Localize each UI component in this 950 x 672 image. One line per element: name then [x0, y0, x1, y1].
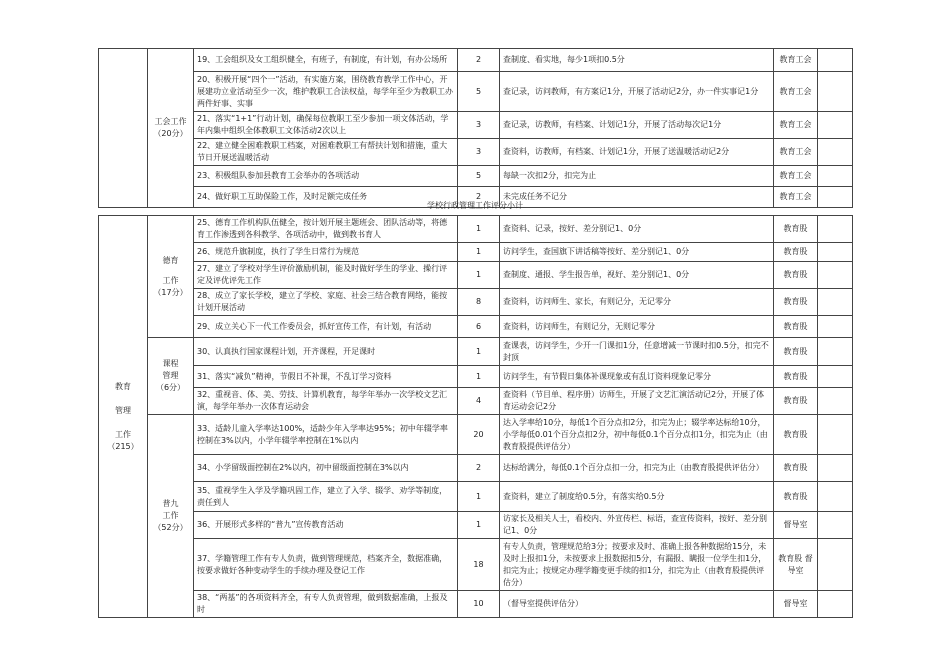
- blank-cell: [818, 289, 853, 316]
- standard-cell: 每缺一次扣2分，扣完为止: [500, 166, 774, 187]
- standard-cell: 查制度、看实地，每少1项扣0.5分: [500, 49, 774, 72]
- score-cell: 3: [458, 139, 500, 166]
- group-cell-moral: 德育 工作 （17分）: [148, 216, 194, 338]
- category-cell: 教育 管理 工作 （215）: [99, 216, 148, 618]
- standard-cell: 达标给满分，每低0.1个百分点扣一分，扣完为止（由教育股提供评估分）: [500, 455, 774, 482]
- union-work-table: [98, 48, 853, 208]
- blank-cell: [818, 482, 853, 512]
- table-row: [99, 72, 853, 112]
- table-row: [99, 243, 853, 262]
- dept-cell: 教育股: [774, 289, 818, 316]
- score-cell: 1: [458, 262, 500, 289]
- blank-cell: [818, 366, 853, 388]
- standard-cell: 未完成任务不记分: [500, 187, 774, 208]
- standard-cell: 访家长及相关人士，看校内、外宣传栏、标语，查宣传资料，按好、差分别记1、0分: [500, 512, 774, 539]
- item-cell: 26、规范升旗制度，执行了学生日常行为规范: [194, 243, 458, 262]
- item-cell: 34、小学留级面控制在2%以内，初中留级面控制在3%以内: [194, 455, 458, 482]
- blank-cell: [818, 166, 853, 187]
- item-cell: 24、做好职工互助保险工作，及时足额完成任务: [194, 187, 458, 208]
- dept-cell: 教育股 督导室: [774, 539, 818, 591]
- item-cell: 29、成立关心下一代工作委员会，抓好宣传工作，有计划，有活动: [194, 316, 458, 338]
- blank-cell: [818, 455, 853, 482]
- table-row: [99, 388, 853, 415]
- score-cell: 2: [458, 187, 500, 208]
- score-cell: 1: [458, 243, 500, 262]
- dept-cell: 教育工会: [774, 72, 818, 112]
- dept-cell: 教育股: [774, 415, 818, 455]
- item-cell: 25、德育工作机构队伍健全，按计划开展主题班会、团队活动等，将德育工作渗透到各科教学、各项活动中，做到教书育人: [194, 216, 458, 243]
- score-cell: 1: [458, 512, 500, 539]
- standard-cell: 查资料（节目单、程序册）访师生，开展了文艺汇演活动记2分，开展了体育运动会记2分: [500, 388, 774, 415]
- score-cell: 3: [458, 112, 500, 139]
- item-cell: 19、工会组织及女工组织健全，有班子，有制度，有计划，有办公场所: [194, 49, 458, 72]
- standard-cell: 有专人负责，管理规范给3分；按要求及时、准确上报各种数据给15分，未及时上报扣1分，未按要求上报数据扣5分，有漏报、瞒报一位学生扣1分，扣完为止；按规定办理学籍变更手续的扣1分，扣完为止（由教育股提供评估分）: [500, 539, 774, 591]
- item-cell: 32、重视音、体、美、劳技、计算机教育，每学年举办一次学校文艺汇演，每学年举办一次体育运动会: [194, 388, 458, 415]
- group-cell-curriculum: 课程 管理 （6分）: [148, 338, 194, 415]
- item-cell: 22、建立健全困难教职工档案，对困难教职工有帮扶计划和措施，重大节日开展送温暖活动: [194, 139, 458, 166]
- table-row: [99, 415, 853, 455]
- score-cell: 1: [458, 366, 500, 388]
- standard-cell: 访问学生，有节假日集体补课现象或有乱订资料现象记零分: [500, 366, 774, 388]
- item-cell: 27、建立了学校对学生评价激励机制，能及时做好学生的学业、操行评定及评优评先工作: [194, 262, 458, 289]
- table-row: [99, 482, 853, 512]
- dept-cell: 督导室: [774, 591, 818, 618]
- score-cell: 2: [458, 455, 500, 482]
- blank-cell: [818, 139, 853, 166]
- dept-cell: 教育工会: [774, 49, 818, 72]
- table-row: [99, 166, 853, 187]
- item-cell: 23、积极组队参加县教育工会举办的各项活动: [194, 166, 458, 187]
- standard-cell: 达入学率给10分，每低1个百分点扣2分，扣完为止；辍学率达标给10分，小学每低0.01个百分点扣2分，初中每低0.1个百分点扣1分，扣完为止（由教育股提供评估分）: [500, 415, 774, 455]
- score-cell: 6: [458, 316, 500, 338]
- standard-cell: 查资料，访问师生，有则记分，无则记零分: [500, 316, 774, 338]
- dept-cell: 教育股: [774, 338, 818, 366]
- category-cell: [99, 49, 148, 208]
- blank-cell: [818, 216, 853, 243]
- item-cell: 33、适龄儿童入学率达100%，适龄少年入学率达95%；初中年辍学率控制在3%以内，小学年辍学率控制在1%以内: [194, 415, 458, 455]
- item-cell: 30、认真执行国家课程计划，开齐课程，开足课时: [194, 338, 458, 366]
- blank-cell: [818, 243, 853, 262]
- table-row: [99, 512, 853, 539]
- blank-cell: [818, 512, 853, 539]
- standard-cell: 查资料，访教师，有档案、计划记1分，开展了送温暖活动记2分: [500, 139, 774, 166]
- item-cell: 31、落实“减负”精神，节假日不补课，不乱订学习资料: [194, 366, 458, 388]
- table-row: [99, 289, 853, 316]
- table-row: [99, 338, 853, 366]
- blank-cell: [818, 539, 853, 591]
- item-cell: 28、成立了家长学校，建立了学校、家庭、社会三结合教育网络，能按计划开展活动: [194, 289, 458, 316]
- dept-cell: 教育工会: [774, 112, 818, 139]
- score-cell: 2: [458, 49, 500, 72]
- score-cell: 8: [458, 289, 500, 316]
- table-row: [99, 49, 853, 72]
- dept-cell: 督导室: [774, 512, 818, 539]
- score-cell: 1: [458, 482, 500, 512]
- table-row: [99, 455, 853, 482]
- table-row: [99, 262, 853, 289]
- standard-cell: 查记录，访问教师，有方案记1分，开展了活动记2分，办一件实事记1分: [500, 72, 774, 112]
- item-cell: 38、“两基”的各项资料齐全，有专人负责管理，做到数据准确，上报及时: [194, 591, 458, 618]
- blank-cell: [818, 388, 853, 415]
- dept-cell: 教育股: [774, 216, 818, 243]
- dept-cell: 教育股: [774, 243, 818, 262]
- standard-cell: 查资料，访问师生、家长，有则记分，无记零分: [500, 289, 774, 316]
- blank-cell: [818, 72, 853, 112]
- score-cell: 5: [458, 72, 500, 112]
- item-cell: 35、重视学生入学及学籍巩固工作，建立了入学、辍学、劝学等制度，责任到人: [194, 482, 458, 512]
- blank-cell: [818, 338, 853, 366]
- standard-cell: 查资料、记录，按好、差分别记1、0分: [500, 216, 774, 243]
- table-row: [99, 316, 853, 338]
- table-row: [99, 539, 853, 591]
- subcategory-cell: 工会工作 （20分）: [148, 49, 194, 208]
- standard-cell: 查课表，访问学生，少开一门课扣1分，任意增减一节课时扣0.5分，扣完不封顶: [500, 338, 774, 366]
- standard-cell: （督导室提供评估分）: [500, 591, 774, 618]
- blank-cell: [818, 591, 853, 618]
- table-row: [99, 112, 853, 139]
- blank-cell: [818, 415, 853, 455]
- group-cell-nine-year: 普九 工作 （52分）: [148, 415, 194, 618]
- item-cell: 36、开展形式多样的“普九”宣传教育活动: [194, 512, 458, 539]
- item-cell: 21、落实“1+1”行动计划，确保每位教职工至少参加一项文体活动，学年内集中组织全体教职工文体活动2次以上: [194, 112, 458, 139]
- table-row: [99, 591, 853, 618]
- dept-cell: 教育工会: [774, 139, 818, 166]
- score-cell: 10: [458, 591, 500, 618]
- blank-cell: [818, 262, 853, 289]
- standard-cell: 访问学生，查国旗下讲话稿等按好、差分别记1、0分: [500, 243, 774, 262]
- dept-cell: 教育工会: [774, 187, 818, 208]
- blank-cell: [818, 112, 853, 139]
- dept-cell: 教育股: [774, 262, 818, 289]
- table-row: [99, 366, 853, 388]
- dept-cell: 教育股: [774, 366, 818, 388]
- score-cell: 4: [458, 388, 500, 415]
- score-cell: 1: [458, 216, 500, 243]
- blank-cell: [818, 49, 853, 72]
- blank-cell: [818, 316, 853, 338]
- item-cell: 37、学籍管理工作有专人负责，做到管理规范，档案齐全，数据准确，按要求做好各种变动学生的手续办理及登记工作: [194, 539, 458, 591]
- score-cell: 18: [458, 539, 500, 591]
- table-row: [99, 139, 853, 166]
- dept-cell: 教育股: [774, 388, 818, 415]
- score-cell: 1: [458, 338, 500, 366]
- dept-cell: 教育股: [774, 316, 818, 338]
- subtotal-label: 学校行政管理工作评分小计: [427, 201, 523, 210]
- education-management-table: [98, 215, 853, 618]
- dept-cell: 教育工会: [774, 166, 818, 187]
- score-cell: 20: [458, 415, 500, 455]
- standard-cell: 查制度、通报、学生报告单，视好、差分别记1、0分: [500, 262, 774, 289]
- standard-cell: 查记录，访教师，有档案、计划记1分，开展了活动每次记1分: [500, 112, 774, 139]
- score-cell: 5: [458, 166, 500, 187]
- dept-cell: 教育股: [774, 455, 818, 482]
- dept-cell: 教育股: [774, 482, 818, 512]
- standard-cell: 查资料，建立了制度给0.5分，有落实给0.5分: [500, 482, 774, 512]
- item-cell: 20、积极开展“四个一”活动，有实施方案，围绕教育教学工作中心，开展建功立业活动至少一次，维护教职工合法权益，每学年至少为教职工办两件好事、实事: [194, 72, 458, 112]
- table-row: [99, 216, 853, 243]
